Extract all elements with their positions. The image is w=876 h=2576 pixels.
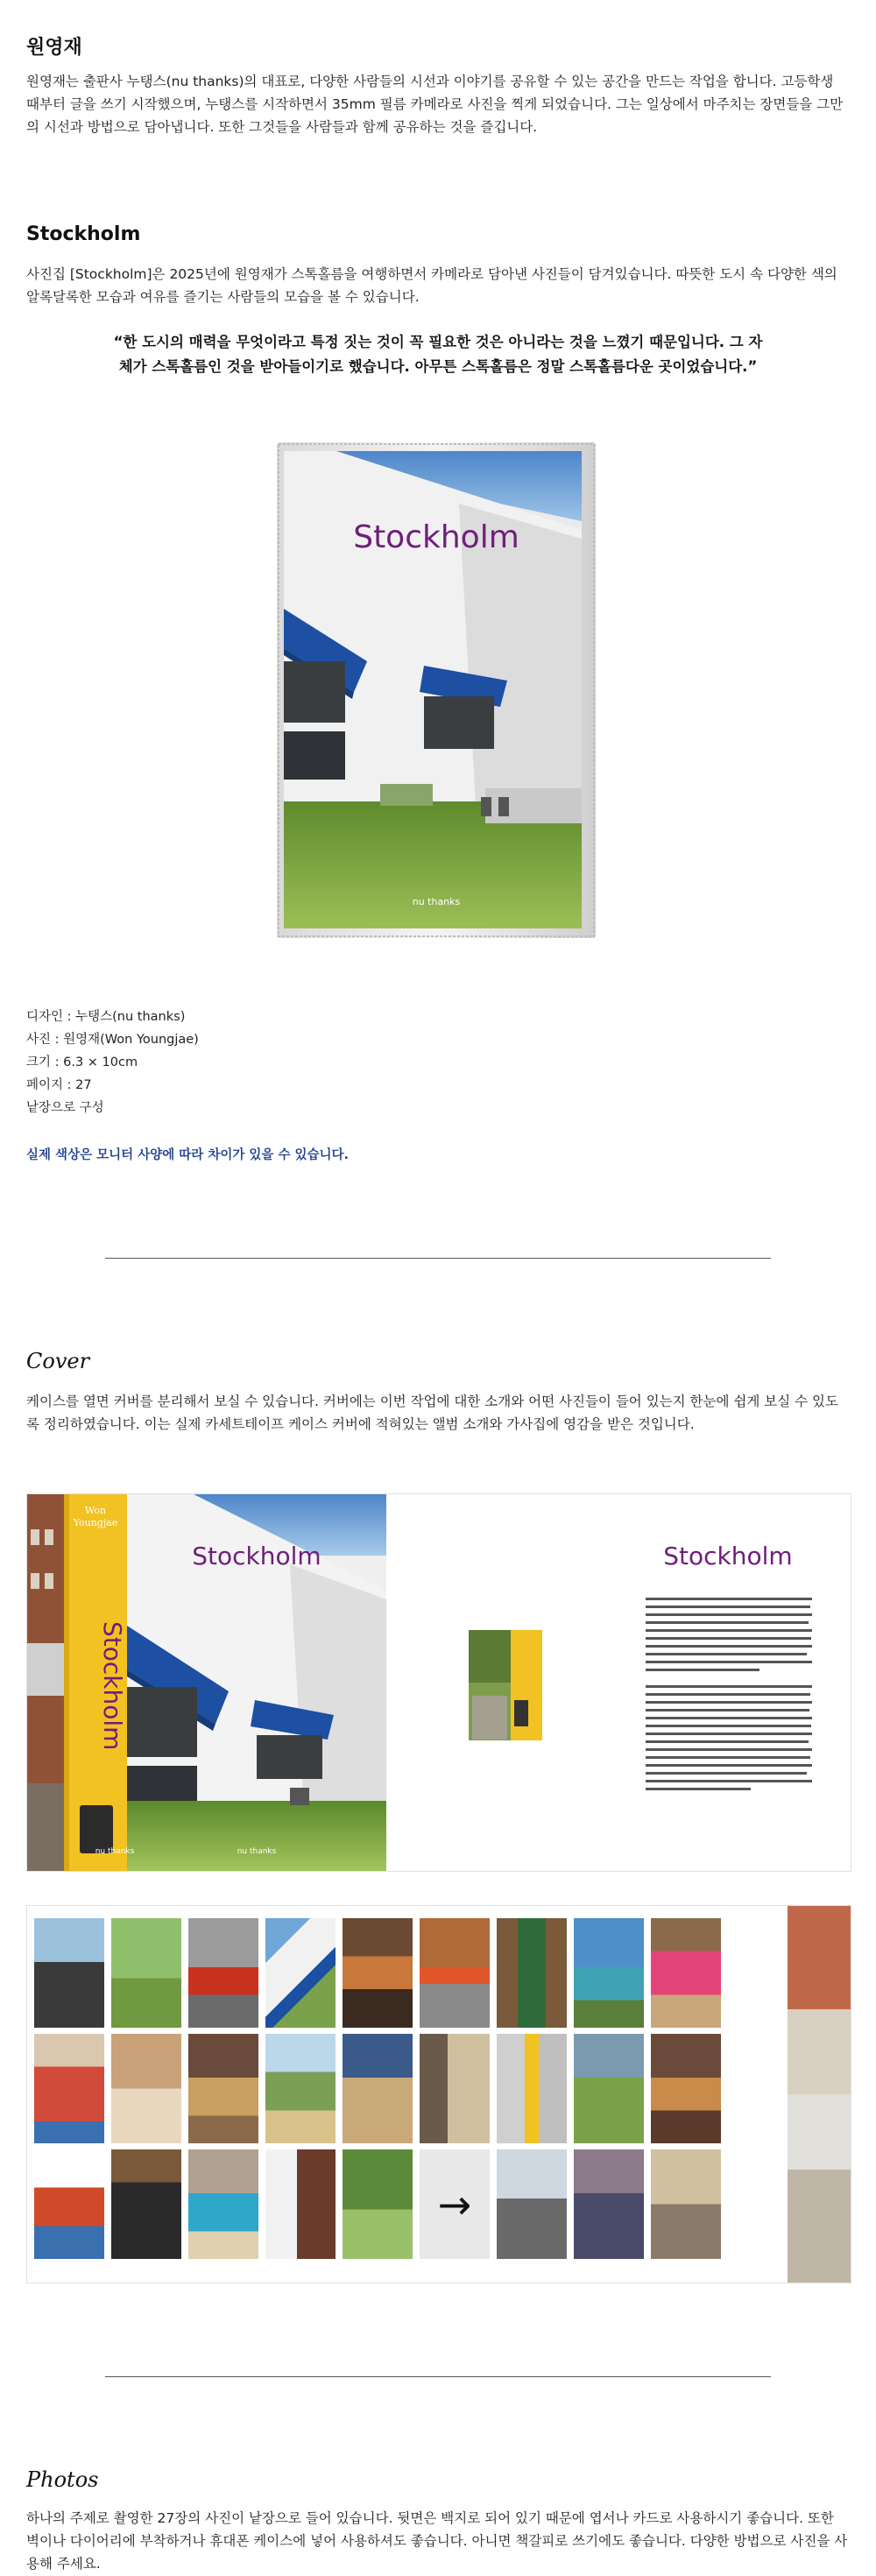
spread-front-title: Stockholm xyxy=(192,1542,321,1570)
photo-thumb xyxy=(343,1918,413,2028)
author-heading: 원영재 xyxy=(26,37,82,59)
photo-thumb xyxy=(574,2034,644,2143)
photo-thumb xyxy=(34,1918,104,2028)
photo-thumb xyxy=(188,1918,258,2028)
spec-design: 디자인 : 누탱스(nu thanks) xyxy=(26,1010,186,1024)
photo-grid xyxy=(34,1918,721,2259)
front-publisher: nu thanks xyxy=(237,1847,277,1856)
cover-heading: Cover xyxy=(26,1349,90,1373)
quote-line-2: 체가 스톡홀름인 것을 받아들이기로 했습니다. 아무튼 스톡홀름은 정말 스톡홀름다운 곳이었습니다.” xyxy=(118,358,758,375)
photo-thumb xyxy=(111,2034,181,2143)
spread-back-title: Stockholm xyxy=(663,1542,793,1570)
photo-thumb xyxy=(188,2034,258,2143)
spec-format: 낱장으로 구성 xyxy=(26,1101,104,1115)
spine-publisher: nu thanks xyxy=(95,1847,135,1856)
photo-contact-sheet xyxy=(26,1905,851,2283)
photo-thumb xyxy=(574,2149,644,2259)
photo-thumb xyxy=(420,2149,490,2259)
photo-thumb xyxy=(651,1918,721,2028)
cover-title: Stockholm xyxy=(353,519,519,555)
spine-author-line-1: Won xyxy=(84,1505,107,1516)
photo-thumb xyxy=(265,2149,336,2259)
photo-thumb xyxy=(265,1918,336,2028)
partial-photo-right-bottom xyxy=(788,2094,851,2283)
partial-photo-right-top xyxy=(788,1906,851,2094)
photo-thumb xyxy=(420,1918,490,2028)
photo-thumb xyxy=(420,2034,490,2143)
photo-thumb xyxy=(34,2034,104,2143)
divider-2 xyxy=(105,2376,771,2377)
spec-list xyxy=(26,1006,199,1119)
photo-thumb xyxy=(343,2034,413,2143)
photos-paragraph: 하나의 주제로 촬영한 27장의 사진이 낱장으로 들어 있습니다. 뒷면은 백지로 되어 있기 때문에 엽서나 카드로 사용하시기 좋습니다. 또한 벽이나 다이어리에 부착하거나 휴대폰 케이스에 넣어 사용하셔도 좋습니다. 아니면 책갈피로 쓰기에도 좋습니다. 다양한 방법으로 사진을 사용해 주세요. xyxy=(26,2510,848,2572)
photo-thumb xyxy=(651,2149,721,2259)
arrow-right-icon: → xyxy=(437,2180,472,2228)
photo-thumb xyxy=(111,2149,181,2259)
spec-size: 크기 : 6.3 × 10cm xyxy=(26,1055,138,1069)
book-cover-image xyxy=(277,442,596,938)
photos-heading: Photos xyxy=(26,2467,99,2492)
photo-thumb xyxy=(111,1918,181,2028)
photo-thumb xyxy=(497,2149,567,2259)
photo-thumb xyxy=(651,2034,721,2143)
photo-thumb xyxy=(497,2034,567,2143)
photo-thumb xyxy=(34,2149,104,2259)
spine-author-line-2: Youngjae xyxy=(73,1517,118,1528)
stockholm-heading: Stockholm xyxy=(26,223,141,245)
photo-thumb xyxy=(574,1918,644,2028)
color-notice: 실제 색상은 모니터 사양에 따라 차이가 있을 수 있습니다. xyxy=(26,1148,350,1162)
spec-pages: 페이지 : 27 xyxy=(26,1078,92,1092)
cover-spread-image xyxy=(26,1493,851,1872)
photo-thumb xyxy=(188,2149,258,2259)
spec-photo: 사진 : 원영재(Won Youngjae) xyxy=(26,1033,199,1047)
cover-paragraph: 케이스를 열면 커버를 분리해서 보실 수 있습니다. 커버에는 이번 작업에 대한 소개와 어떤 사진들이 들어 있는지 한눈에 쉽게 보실 수 있도록 정리하였습니다. 이는 실제 카세트테이프 케이스 커버에 적혀있는 앨범 소개와 가사집에 영감을 받은 것입니다. xyxy=(26,1394,838,1432)
photo-thumb xyxy=(265,2034,336,2143)
divider-1 xyxy=(105,1258,771,1259)
cover-publisher: nu thanks xyxy=(412,896,461,907)
quote-line-1: “한 도시의 매력을 무엇이라고 특정 짓는 것이 꼭 필요한 것은 아니라는 것을 느꼈기 때문입니다. 그 자 xyxy=(113,334,763,350)
spine-title: Stockholm xyxy=(98,1621,127,1751)
stockholm-paragraph: 사진집 [Stockholm]은 2025년에 원영재가 스톡홀름을 여행하면서 카메라로 담아낸 사진들이 담겨있습니다. 따뜻한 도시 속 다양한 색의 알록달록한 모습과 여유를 즐기는 사람들의 모습을 볼 수 있습니다. xyxy=(26,266,837,305)
photo-thumb xyxy=(497,1918,567,2028)
author-paragraph: 원영재는 출판사 누탱스(nu thanks)의 대표로, 다양한 사람들의 시선과 이야기를 공유할 수 있는 공간을 만드는 작업을 합니다. 고등학생 때부터 글을 쓰기 시작했으며, 누탱스를 시작하면서 35mm 필름 카메라로 사진을 찍게 되었습니다. 그는 일상에서 마주치는 장면들을 그만의 시선과 방법으로 담아냅니다. 또한 그것들을 사람들과 함께 공유하는 것을 즐깁니다. xyxy=(26,74,844,135)
quote xyxy=(53,330,823,379)
photo-thumb xyxy=(343,2149,413,2259)
